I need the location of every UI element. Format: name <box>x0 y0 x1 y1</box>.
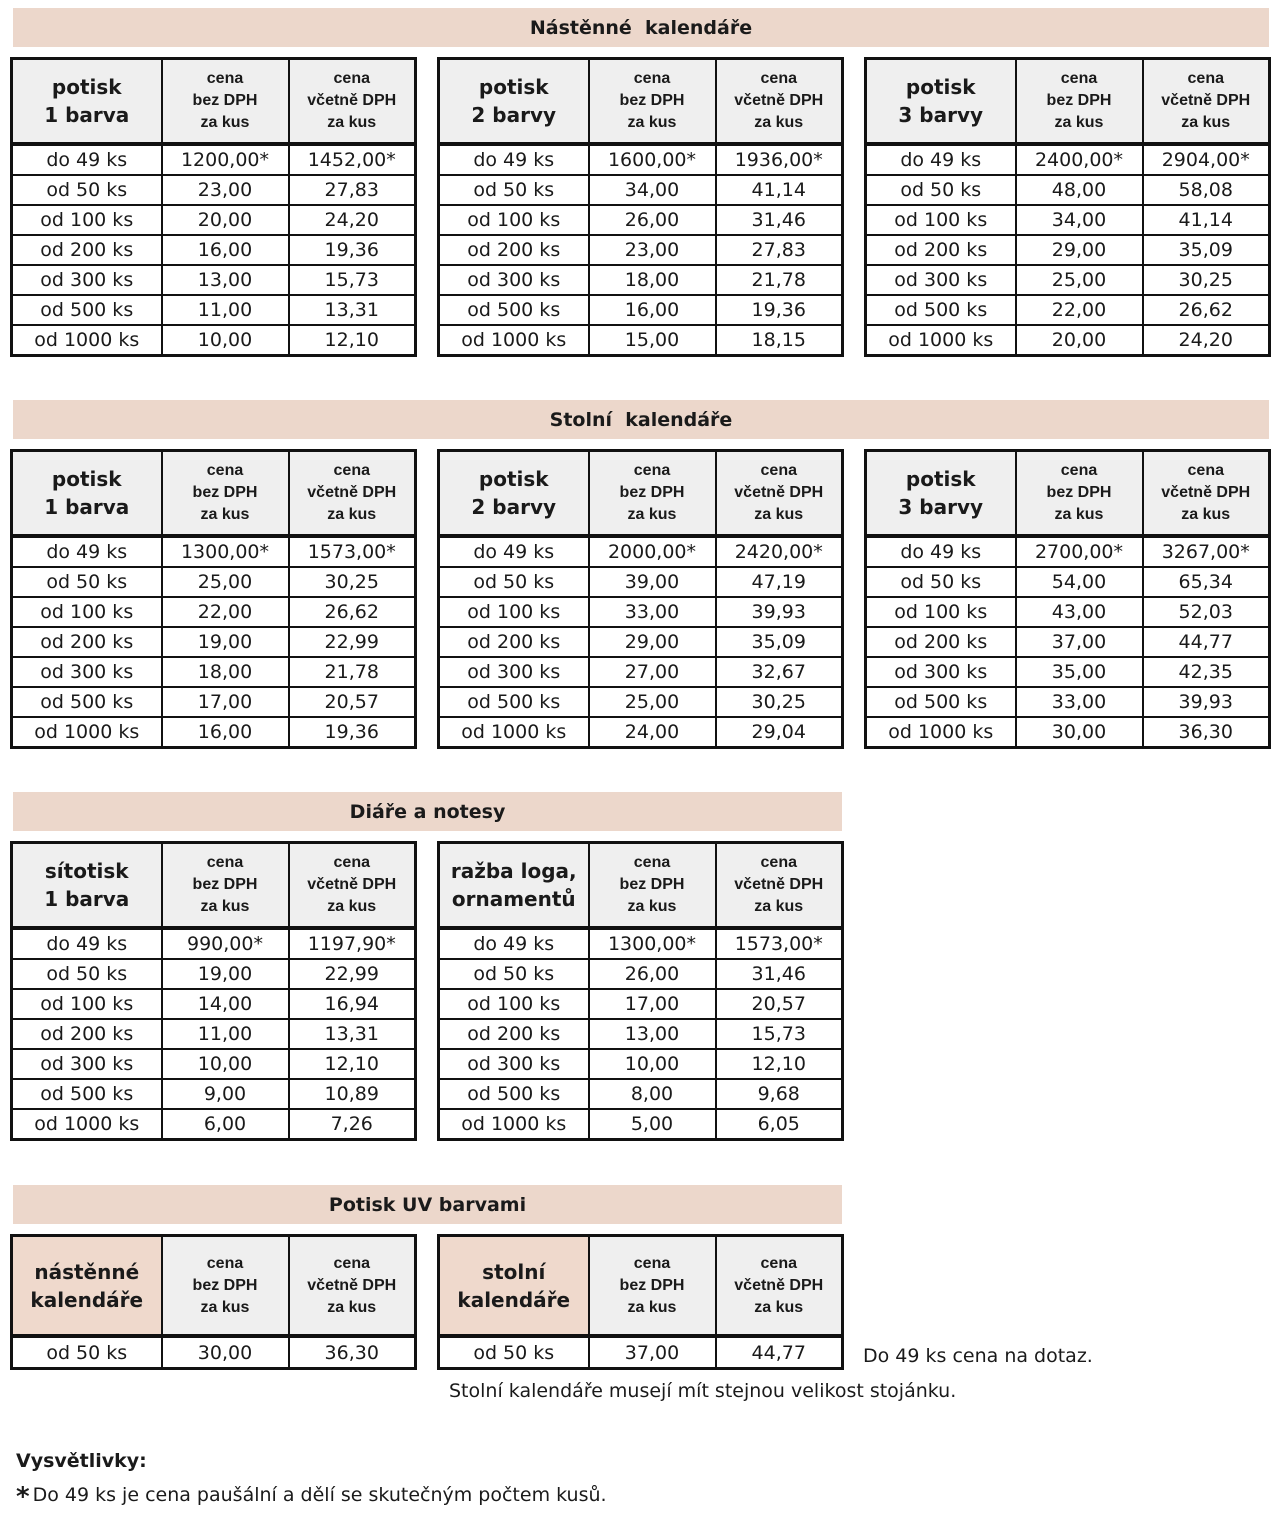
column-header-price-incl-vat: cena včetně DPH za kus <box>289 1236 416 1337</box>
table-row <box>12 536 416 567</box>
price-incl-vat-cell: 12,10 <box>716 1049 843 1079</box>
table-row <box>439 205 843 235</box>
table-row <box>439 597 843 627</box>
price-excl-vat-cell: 43,00 <box>1016 597 1143 627</box>
price-excl-vat-cell: 20,00 <box>1016 325 1143 356</box>
table-row <box>439 235 843 265</box>
quantity-cell: od 500 ks <box>12 687 162 717</box>
quantity-cell: do 49 ks <box>439 144 589 175</box>
price-incl-vat-cell: 10,89 <box>289 1079 416 1109</box>
price-incl-vat-cell: 12,10 <box>289 1049 416 1079</box>
price-incl-vat-cell: 47,19 <box>716 567 843 597</box>
price-incl-vat-cell: 36,30 <box>1143 717 1270 748</box>
quantity-cell: od 500 ks <box>439 687 589 717</box>
price-excl-vat-cell: 29,00 <box>1016 235 1143 265</box>
table-row <box>866 717 1270 748</box>
price-incl-vat-cell: 39,93 <box>1143 687 1270 717</box>
quantity-cell: od 200 ks <box>439 1019 589 1049</box>
price-incl-vat-cell: 1197,90* <box>289 928 416 959</box>
table-row <box>439 1049 843 1079</box>
table-row <box>866 627 1270 657</box>
table-row <box>866 205 1270 235</box>
table-row <box>12 687 416 717</box>
quantity-cell: od 200 ks <box>866 235 1016 265</box>
price-table-desk-3-colors <box>864 449 1271 749</box>
header-row <box>439 59 843 145</box>
price-incl-vat-cell: 36,30 <box>289 1336 416 1369</box>
price-excl-vat-cell: 23,00 <box>589 235 716 265</box>
price-incl-vat-cell: 44,77 <box>716 1336 843 1369</box>
price-excl-vat-cell: 22,00 <box>1016 295 1143 325</box>
price-excl-vat-cell: 30,00 <box>162 1336 289 1369</box>
price-excl-vat-cell: 18,00 <box>162 657 289 687</box>
quantity-cell: do 49 ks <box>866 536 1016 567</box>
price-incl-vat-cell: 1936,00* <box>716 144 843 175</box>
quantity-cell: od 300 ks <box>12 265 162 295</box>
quantity-cell: od 500 ks <box>12 295 162 325</box>
table-row <box>12 1109 416 1140</box>
price-excl-vat-cell: 34,00 <box>589 175 716 205</box>
column-header-print-type: potisk 2 barvy <box>439 451 589 537</box>
quantity-cell: od 50 ks <box>439 175 589 205</box>
price-excl-vat-cell: 990,00* <box>162 928 289 959</box>
table-row <box>439 265 843 295</box>
quantity-cell: do 49 ks <box>12 536 162 567</box>
price-excl-vat-cell: 25,00 <box>589 687 716 717</box>
price-incl-vat-cell: 22,99 <box>289 627 416 657</box>
price-excl-vat-cell: 25,00 <box>162 567 289 597</box>
quantity-cell: od 1000 ks <box>12 1109 162 1140</box>
price-incl-vat-cell: 30,25 <box>289 567 416 597</box>
price-incl-vat-cell: 13,31 <box>289 1019 416 1049</box>
quantity-cell: od 50 ks <box>12 175 162 205</box>
table-row <box>12 235 416 265</box>
price-incl-vat-cell: 35,09 <box>716 627 843 657</box>
price-incl-vat-cell: 26,62 <box>1143 295 1270 325</box>
quantity-cell: od 1000 ks <box>866 717 1016 748</box>
quantity-cell: od 300 ks <box>12 1049 162 1079</box>
header-row <box>866 59 1270 145</box>
column-header-print-type: potisk 3 barvy <box>866 59 1016 145</box>
price-incl-vat-cell: 16,94 <box>289 989 416 1019</box>
table-row <box>12 295 416 325</box>
column-header-print-type: potisk 1 barva <box>12 59 162 145</box>
price-excl-vat-cell: 13,00 <box>162 265 289 295</box>
price-incl-vat-cell: 52,03 <box>1143 597 1270 627</box>
table-row <box>439 959 843 989</box>
price-incl-vat-cell: 19,36 <box>289 717 416 748</box>
price-table-wall-1-color <box>10 57 417 357</box>
table-row <box>439 1109 843 1140</box>
price-excl-vat-cell: 18,00 <box>589 265 716 295</box>
price-incl-vat-cell: 41,14 <box>1143 205 1270 235</box>
table-row <box>439 627 843 657</box>
column-header-price-excl-vat: cena bez DPH za kus <box>589 451 716 537</box>
quantity-cell: od 500 ks <box>866 295 1016 325</box>
price-table-wall-3-colors <box>864 57 1271 357</box>
column-header-print-type: sítotisk 1 barva <box>12 843 162 929</box>
price-excl-vat-cell: 24,00 <box>589 717 716 748</box>
table-row <box>12 1049 416 1079</box>
price-table-desk-1-color <box>10 449 417 749</box>
table-row <box>439 536 843 567</box>
column-header-price-excl-vat: cena bez DPH za kus <box>162 1236 289 1337</box>
column-header-price-incl-vat: cena včetně DPH za kus <box>716 59 843 145</box>
quantity-cell: od 300 ks <box>866 657 1016 687</box>
price-incl-vat-cell: 24,20 <box>289 205 416 235</box>
header-row <box>12 451 416 537</box>
table-row <box>12 717 416 748</box>
quantity-cell: od 1000 ks <box>439 1109 589 1140</box>
quantity-cell: od 50 ks <box>439 959 589 989</box>
price-excl-vat-cell: 9,00 <box>162 1079 289 1109</box>
column-header-price-excl-vat: cena bez DPH za kus <box>1016 451 1143 537</box>
price-incl-vat-cell: 9,68 <box>716 1079 843 1109</box>
quantity-cell: od 100 ks <box>439 597 589 627</box>
header-row <box>439 1236 843 1337</box>
price-excl-vat-cell: 17,00 <box>162 687 289 717</box>
quantity-cell: od 200 ks <box>12 627 162 657</box>
price-incl-vat-cell: 19,36 <box>716 295 843 325</box>
price-incl-vat-cell: 32,67 <box>716 657 843 687</box>
price-excl-vat-cell: 1200,00* <box>162 144 289 175</box>
quantity-cell: od 50 ks <box>866 567 1016 597</box>
price-incl-vat-cell: 21,78 <box>716 265 843 295</box>
section-title-uv-printing: Potisk UV barvami <box>13 1185 842 1224</box>
table-row <box>12 325 416 356</box>
header-row <box>12 1236 416 1337</box>
table-row <box>866 687 1270 717</box>
quantity-cell: od 500 ks <box>439 1079 589 1109</box>
table-row <box>439 687 843 717</box>
price-excl-vat-cell: 48,00 <box>1016 175 1143 205</box>
table-row <box>439 325 843 356</box>
table-row <box>439 1336 843 1369</box>
quantity-cell: od 50 ks <box>12 567 162 597</box>
quantity-cell: od 50 ks <box>12 959 162 989</box>
table-row <box>12 144 416 175</box>
table-row <box>866 295 1270 325</box>
price-excl-vat-cell: 27,00 <box>589 657 716 687</box>
quantity-cell: od 300 ks <box>439 657 589 687</box>
table-row <box>866 265 1270 295</box>
quantity-cell: do 49 ks <box>439 536 589 567</box>
column-header-price-incl-vat: cena včetně DPH za kus <box>289 843 416 929</box>
price-excl-vat-cell: 14,00 <box>162 989 289 1019</box>
price-incl-vat-cell: 27,83 <box>289 175 416 205</box>
price-incl-vat-cell: 6,05 <box>716 1109 843 1140</box>
quantity-cell: od 200 ks <box>439 627 589 657</box>
quantity-cell: od 300 ks <box>866 265 1016 295</box>
table-row <box>439 657 843 687</box>
price-excl-vat-cell: 10,00 <box>162 1049 289 1079</box>
table-row <box>866 325 1270 356</box>
quantity-cell: od 500 ks <box>12 1079 162 1109</box>
uv-price-note: Do 49 ks cena na dotaz. <box>863 1345 1093 1367</box>
table-row <box>12 1336 416 1369</box>
table-row <box>439 1079 843 1109</box>
price-incl-vat-cell: 15,73 <box>716 1019 843 1049</box>
column-header-print-type: potisk 2 barvy <box>439 59 589 145</box>
quantity-cell: do 49 ks <box>12 144 162 175</box>
column-header-print-type: nástěnné kalendáře <box>12 1236 162 1337</box>
table-row <box>866 175 1270 205</box>
column-header-print-type: potisk 3 barvy <box>866 451 1016 537</box>
price-incl-vat-cell: 12,10 <box>289 325 416 356</box>
table-row <box>866 597 1270 627</box>
price-excl-vat-cell: 23,00 <box>162 175 289 205</box>
header-row <box>439 843 843 929</box>
price-excl-vat-cell: 10,00 <box>589 1049 716 1079</box>
price-table-uv-desk <box>437 1234 844 1370</box>
quantity-cell: od 300 ks <box>439 1049 589 1079</box>
price-incl-vat-cell: 42,35 <box>1143 657 1270 687</box>
price-excl-vat-cell: 2700,00* <box>1016 536 1143 567</box>
asterisk-symbol: * <box>16 1482 30 1512</box>
quantity-cell: od 1000 ks <box>439 325 589 356</box>
price-incl-vat-cell: 30,25 <box>716 687 843 717</box>
quantity-cell: od 200 ks <box>439 235 589 265</box>
column-header-price-incl-vat: cena včetně DPH za kus <box>289 451 416 537</box>
table-row <box>12 175 416 205</box>
price-incl-vat-cell: 26,62 <box>289 597 416 627</box>
table-row <box>12 567 416 597</box>
price-excl-vat-cell: 33,00 <box>589 597 716 627</box>
table-row <box>12 928 416 959</box>
header-row <box>12 843 416 929</box>
price-excl-vat-cell: 15,00 <box>589 325 716 356</box>
section-title-wall-calendars: Nástěnné kalendáře <box>13 8 1269 47</box>
section-title-desk-calendars: Stolní kalendáře <box>13 400 1269 439</box>
column-header-price-excl-vat: cena bez DPH za kus <box>162 451 289 537</box>
price-table-uv-wall <box>10 1234 417 1370</box>
column-header-price-incl-vat: cena včetně DPH za kus <box>1143 451 1270 537</box>
header-row <box>866 451 1270 537</box>
column-header-print-type: ražba loga, ornamentů <box>439 843 589 929</box>
column-header-price-incl-vat: cena včetně DPH za kus <box>716 451 843 537</box>
price-excl-vat-cell: 11,00 <box>162 1019 289 1049</box>
quantity-cell: od 100 ks <box>439 989 589 1019</box>
table-row <box>439 717 843 748</box>
table-row <box>439 567 843 597</box>
price-excl-vat-cell: 16,00 <box>589 295 716 325</box>
price-incl-vat-cell: 24,20 <box>1143 325 1270 356</box>
column-header-print-type: potisk 1 barva <box>12 451 162 537</box>
price-excl-vat-cell: 11,00 <box>162 295 289 325</box>
price-excl-vat-cell: 33,00 <box>1016 687 1143 717</box>
legend-title: Vysvětlivky: <box>16 1450 147 1472</box>
quantity-cell: od 500 ks <box>866 687 1016 717</box>
quantity-cell: od 300 ks <box>439 265 589 295</box>
price-excl-vat-cell: 1600,00* <box>589 144 716 175</box>
quantity-cell: od 50 ks <box>12 1336 162 1369</box>
price-table-desk-2-colors <box>437 449 844 749</box>
header-row <box>12 59 416 145</box>
price-table-wall-2-colors <box>437 57 844 357</box>
price-excl-vat-cell: 54,00 <box>1016 567 1143 597</box>
price-incl-vat-cell: 20,57 <box>289 687 416 717</box>
quantity-cell: od 1000 ks <box>12 717 162 748</box>
price-incl-vat-cell: 1452,00* <box>289 144 416 175</box>
price-excl-vat-cell: 6,00 <box>162 1109 289 1140</box>
price-excl-vat-cell: 2000,00* <box>589 536 716 567</box>
price-excl-vat-cell: 25,00 <box>1016 265 1143 295</box>
price-excl-vat-cell: 26,00 <box>589 205 716 235</box>
quantity-cell: od 50 ks <box>439 1336 589 1369</box>
table-row <box>439 295 843 325</box>
price-incl-vat-cell: 3267,00* <box>1143 536 1270 567</box>
column-header-price-incl-vat: cena včetně DPH za kus <box>1143 59 1270 145</box>
table-row <box>439 928 843 959</box>
price-excl-vat-cell: 37,00 <box>1016 627 1143 657</box>
quantity-cell: od 1000 ks <box>439 717 589 748</box>
price-incl-vat-cell: 22,99 <box>289 959 416 989</box>
quantity-cell: od 50 ks <box>866 175 1016 205</box>
price-excl-vat-cell: 20,00 <box>162 205 289 235</box>
quantity-cell: od 500 ks <box>439 295 589 325</box>
table-row <box>866 657 1270 687</box>
price-excl-vat-cell: 19,00 <box>162 627 289 657</box>
price-excl-vat-cell: 37,00 <box>589 1336 716 1369</box>
price-incl-vat-cell: 35,09 <box>1143 235 1270 265</box>
table-row <box>12 265 416 295</box>
header-row <box>439 451 843 537</box>
price-excl-vat-cell: 10,00 <box>162 325 289 356</box>
quantity-cell: od 100 ks <box>439 205 589 235</box>
quantity-cell: do 49 ks <box>439 928 589 959</box>
price-excl-vat-cell: 35,00 <box>1016 657 1143 687</box>
quantity-cell: od 100 ks <box>12 205 162 235</box>
price-incl-vat-cell: 13,31 <box>289 295 416 325</box>
column-header-price-excl-vat: cena bez DPH za kus <box>589 843 716 929</box>
column-header-price-incl-vat: cena včetně DPH za kus <box>716 843 843 929</box>
table-row <box>439 144 843 175</box>
table-row <box>866 536 1270 567</box>
table-row <box>439 175 843 205</box>
price-incl-vat-cell: 20,57 <box>716 989 843 1019</box>
quantity-cell: od 1000 ks <box>12 325 162 356</box>
column-header-price-excl-vat: cena bez DPH za kus <box>589 59 716 145</box>
section-title-diaries-notebooks: Diáře a notesy <box>13 792 842 831</box>
column-header-price-excl-vat: cena bez DPH za kus <box>162 59 289 145</box>
column-header-price-excl-vat: cena bez DPH za kus <box>589 1236 716 1337</box>
price-excl-vat-cell: 19,00 <box>162 959 289 989</box>
price-excl-vat-cell: 5,00 <box>589 1109 716 1140</box>
table-row <box>866 567 1270 597</box>
price-excl-vat-cell: 1300,00* <box>589 928 716 959</box>
price-incl-vat-cell: 1573,00* <box>289 536 416 567</box>
price-table-diaries-embossing <box>437 841 844 1141</box>
price-incl-vat-cell: 15,73 <box>289 265 416 295</box>
price-excl-vat-cell: 26,00 <box>589 959 716 989</box>
table-row <box>439 989 843 1019</box>
table-row <box>12 989 416 1019</box>
price-incl-vat-cell: 31,46 <box>716 959 843 989</box>
price-incl-vat-cell: 65,34 <box>1143 567 1270 597</box>
price-incl-vat-cell: 1573,00* <box>716 928 843 959</box>
quantity-cell: od 100 ks <box>866 205 1016 235</box>
price-incl-vat-cell: 41,14 <box>716 175 843 205</box>
price-excl-vat-cell: 22,00 <box>162 597 289 627</box>
price-excl-vat-cell: 39,00 <box>589 567 716 597</box>
table-row <box>12 597 416 627</box>
table-row <box>12 657 416 687</box>
price-incl-vat-cell: 18,15 <box>716 325 843 356</box>
price-incl-vat-cell: 29,04 <box>716 717 843 748</box>
table-row <box>439 1019 843 1049</box>
legend-text: Do 49 ks je cena paušální a dělí se skutečným počtem kusů. <box>32 1484 607 1506</box>
price-excl-vat-cell: 16,00 <box>162 235 289 265</box>
quantity-cell: od 100 ks <box>12 989 162 1019</box>
price-incl-vat-cell: 58,08 <box>1143 175 1270 205</box>
price-table-diaries-screen-print <box>10 841 417 1141</box>
column-header-price-excl-vat: cena bez DPH za kus <box>162 843 289 929</box>
price-excl-vat-cell: 1300,00* <box>162 536 289 567</box>
quantity-cell: od 1000 ks <box>866 325 1016 356</box>
quantity-cell: od 300 ks <box>12 657 162 687</box>
quantity-cell: od 100 ks <box>12 597 162 627</box>
quantity-cell: od 200 ks <box>12 1019 162 1049</box>
quantity-cell: od 100 ks <box>866 597 1016 627</box>
column-header-print-type: stolní kalendáře <box>439 1236 589 1337</box>
column-header-price-incl-vat: cena včetně DPH za kus <box>716 1236 843 1337</box>
quantity-cell: od 200 ks <box>866 627 1016 657</box>
table-row <box>866 144 1270 175</box>
price-incl-vat-cell: 31,46 <box>716 205 843 235</box>
quantity-cell: od 50 ks <box>439 567 589 597</box>
price-incl-vat-cell: 7,26 <box>289 1109 416 1140</box>
table-row <box>12 959 416 989</box>
price-incl-vat-cell: 2904,00* <box>1143 144 1270 175</box>
price-incl-vat-cell: 44,77 <box>1143 627 1270 657</box>
price-excl-vat-cell: 2400,00* <box>1016 144 1143 175</box>
price-incl-vat-cell: 21,78 <box>289 657 416 687</box>
table-row <box>12 1019 416 1049</box>
price-excl-vat-cell: 29,00 <box>589 627 716 657</box>
legend-line <box>16 1482 607 1512</box>
quantity-cell: do 49 ks <box>866 144 1016 175</box>
price-excl-vat-cell: 34,00 <box>1016 205 1143 235</box>
price-incl-vat-cell: 30,25 <box>1143 265 1270 295</box>
quantity-cell: do 49 ks <box>12 928 162 959</box>
column-header-price-excl-vat: cena bez DPH za kus <box>1016 59 1143 145</box>
column-header-price-incl-vat: cena včetně DPH za kus <box>289 59 416 145</box>
price-incl-vat-cell: 2420,00* <box>716 536 843 567</box>
price-excl-vat-cell: 16,00 <box>162 717 289 748</box>
price-excl-vat-cell: 30,00 <box>1016 717 1143 748</box>
quantity-cell: od 200 ks <box>12 235 162 265</box>
price-excl-vat-cell: 8,00 <box>589 1079 716 1109</box>
table-row <box>12 205 416 235</box>
table-row <box>866 235 1270 265</box>
price-incl-vat-cell: 27,83 <box>716 235 843 265</box>
desk-stand-note: Stolní kalendáře musejí mít stejnou velikost stojánku. <box>449 1380 957 1402</box>
price-incl-vat-cell: 19,36 <box>289 235 416 265</box>
table-row <box>12 627 416 657</box>
price-incl-vat-cell: 39,93 <box>716 597 843 627</box>
table-row <box>12 1079 416 1109</box>
price-excl-vat-cell: 13,00 <box>589 1019 716 1049</box>
price-excl-vat-cell: 17,00 <box>589 989 716 1019</box>
